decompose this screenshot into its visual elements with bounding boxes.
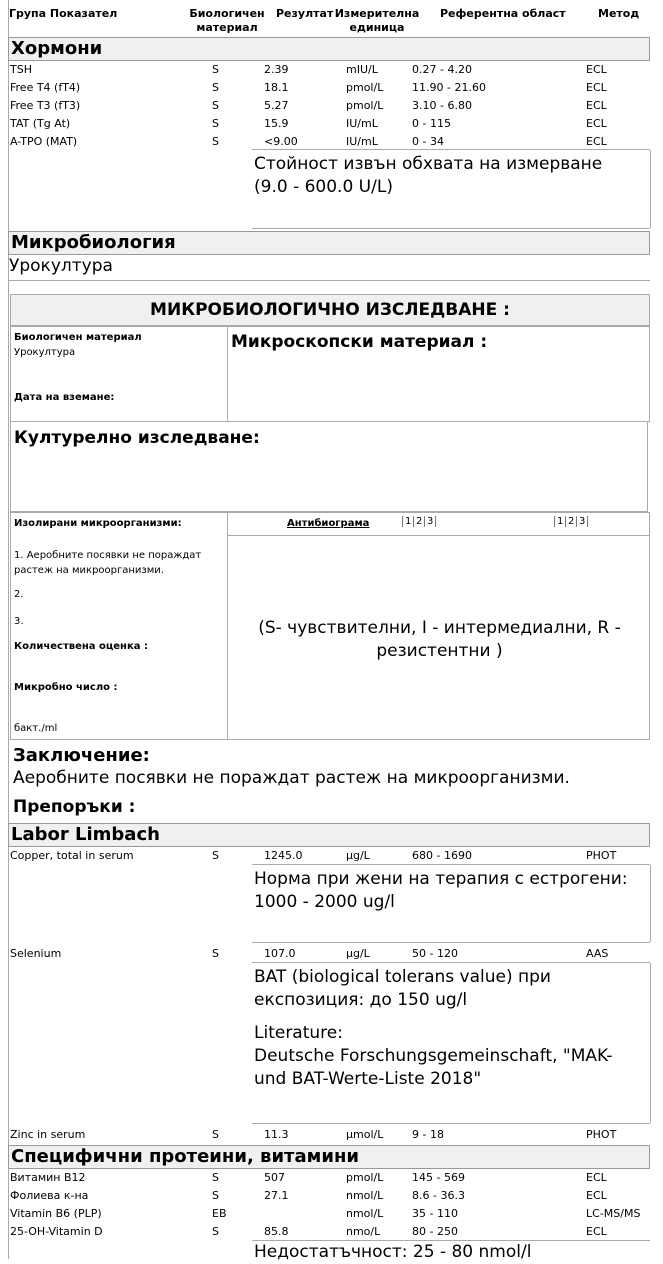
antibiogram-col-3b: 3	[577, 516, 588, 527]
header-method: Метод	[598, 7, 640, 20]
divider	[252, 149, 650, 150]
isolated-item-2: 2.	[14, 589, 24, 600]
antibiogram-col-2: 2	[414, 516, 425, 527]
antibiogram-legend: (S- чувствителни, I - интермедиални, R - резистентни )	[258, 618, 621, 661]
vitamin-d-note: Недостатъчност: 25 - 80 nmol/l	[254, 1242, 532, 1262]
divider	[252, 1123, 650, 1124]
page-left-border	[8, 0, 9, 1259]
conclusion-label: Заключение:	[13, 745, 150, 766]
isolated-box	[10, 512, 228, 740]
table-row: Selenium S 107.0 µg/L 50 - 120 AAS	[10, 947, 609, 960]
table-row: Vitamin B6 (PLP) EB nmol/L 35 - 110 LC-MS/MS	[10, 1207, 641, 1220]
table-row: A-TPO (MAT) S <9.00 IU/mL 0 - 34 ECL	[10, 135, 607, 148]
count-unit: бакт./ml	[14, 723, 58, 734]
bio-material-box	[10, 326, 228, 422]
date-label: Дата на вземане:	[14, 392, 115, 403]
conclusion-text: Аеробните посявки не пораждат растеж на микроорганизми.	[13, 768, 570, 788]
bio-value: Урокултура	[14, 347, 76, 358]
divider	[252, 864, 650, 865]
recommendations-label: Препоръки :	[13, 797, 136, 817]
microscopic-label: Микроскопски материал :	[231, 332, 488, 352]
table-row: 25-OH-Vitamin D S 85.8 nmo/L 80 - 250 ECL	[10, 1225, 607, 1238]
table-row: Фолиева к-на S 27.1 nmol/L 8.6 - 36.3 ECL	[10, 1189, 607, 1202]
micro-box-title: МИКРОБИОЛОГИЧНО ИЗСЛЕДВАНЕ :	[150, 300, 510, 320]
antibiogram-col-1b: 1	[554, 516, 566, 527]
antibiogram-col-1: 1	[402, 516, 414, 527]
micro-subtitle: Урокултура	[9, 256, 113, 276]
table-row: TAT (Tg At) S 15.9 IU/mL 0 - 115 ECL	[10, 117, 607, 130]
divider	[252, 228, 650, 229]
table-row: TSH S 2.39 mIU/L 0.27 - 4.20 ECL	[10, 63, 607, 76]
copper-note: Норма при жени на терапия с естрогени: 1000 - 2000 ug/l	[254, 869, 628, 912]
microscopic-box	[227, 326, 650, 422]
table-row: Free T3 (fT3) S 5.27 pmol/L 3.10 - 6.80 ECL	[10, 99, 607, 112]
header-material: Биологичен материал	[189, 7, 265, 34]
quant-label: Количествена оценка :	[14, 641, 148, 652]
section-microbiology: Микробиология	[8, 231, 650, 255]
antibiogram-body	[227, 535, 650, 740]
antibiogram-col-3: 3	[425, 516, 436, 527]
section-proteins-vitamins: Специфични протеини, витамини	[8, 1145, 650, 1169]
header-ref: Референтна област	[440, 7, 566, 20]
culture-label: Културелно изследване:	[14, 428, 260, 448]
antibiogram-label: Антибиограма	[287, 518, 370, 529]
divider	[252, 962, 650, 963]
bio-label: Биологичен материал	[14, 332, 142, 343]
divider	[650, 150, 651, 228]
table-row: Витамин B12 S 507 pmol/L 145 - 569 ECL	[10, 1171, 607, 1184]
table-row: Zinc in serum S 11.3 µmol/L 9 - 18 PHOT	[10, 1128, 617, 1141]
table-row: Copper, total in serum S 1245.0 µg/L 680 - 1690 PHOT	[10, 849, 617, 862]
hormones-note: Стойност извън обхвата на измерване (9.0 - 600.0 U/L)	[254, 154, 603, 197]
header-result: Резултат	[276, 7, 334, 20]
isolated-label: Изолирани микроорганизми:	[14, 518, 182, 529]
isolated-item-1: 1. Аеробните посявки не пораждат растеж на микроорганизми.	[14, 550, 202, 576]
header-group: Група Показател	[9, 7, 118, 20]
selenium-note: BAT (biological tolerans value) при експозиция: до 150 ug/l Literature: Deutsche Forschungsgemeinschaft, "MAK- und BAT-Werte-Liste 2018"	[254, 967, 613, 1089]
antibiogram-header	[227, 512, 650, 536]
antibiogram-col-2b: 2	[566, 516, 577, 527]
isolated-item-3: 3.	[14, 616, 24, 627]
section-hormones: Хормони	[8, 37, 650, 61]
count-label: Микробно число :	[14, 682, 118, 693]
section-labor-limbach: Labor Limbach	[8, 823, 650, 847]
divider	[9, 280, 650, 281]
divider	[252, 942, 650, 943]
divider	[650, 963, 651, 1123]
culture-box	[10, 421, 648, 512]
header-unit: Измерителна единица	[334, 7, 420, 34]
micro-box-header	[10, 294, 650, 326]
table-row: Free T4 (fT4) S 18.1 pmol/L 11.90 - 21.60 ECL	[10, 81, 607, 94]
divider	[650, 865, 651, 942]
